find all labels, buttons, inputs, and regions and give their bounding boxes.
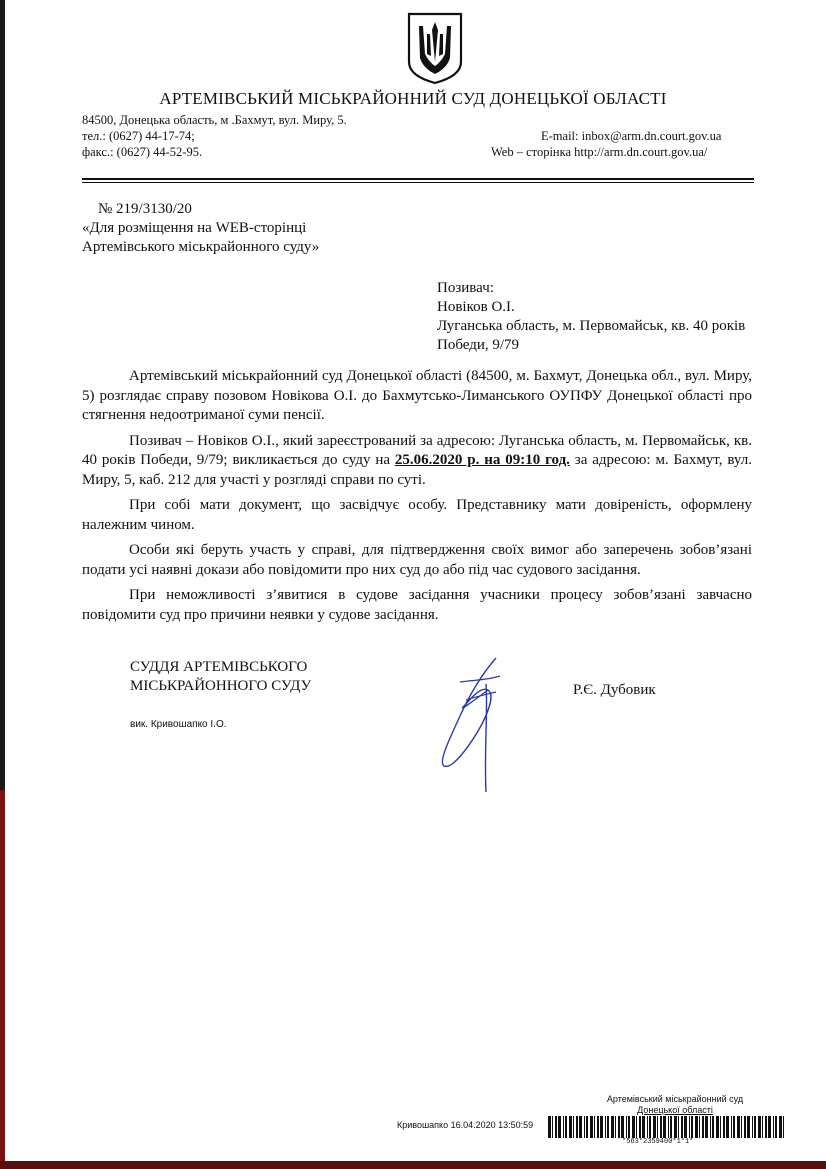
addressee-name: Новіков О.І. (437, 299, 515, 315)
barcode-bar (741, 1116, 742, 1138)
barcode-bar (605, 1116, 606, 1138)
barcode-bar (607, 1116, 609, 1138)
addressee-address-line2: Победи, 9/79 (437, 337, 520, 353)
registration-stamp (600, 1094, 750, 1116)
barcode-bar (737, 1116, 740, 1138)
barcode-bar (597, 1116, 599, 1138)
barcode-bar (632, 1116, 635, 1138)
barcode-bar (758, 1116, 761, 1138)
barcode-bar (702, 1116, 704, 1138)
court-name: АРТЕМІВСЬКИЙ МІСЬКРАЙОННИЙ СУД ДОНЕЦЬКОЇ ОБЛАСТІ (159, 89, 667, 108)
barcode-bar (576, 1116, 578, 1138)
barcode-bar (590, 1116, 593, 1138)
barcode-bar (691, 1116, 693, 1138)
barcode-bar (573, 1116, 574, 1138)
barcode-bar (674, 1116, 677, 1138)
barcode-bar (710, 1116, 711, 1138)
barcode-bar (555, 1116, 557, 1138)
stamp-court-line1: Артемівський міськрайонний суд (606, 1094, 744, 1104)
barcode-bar (720, 1116, 721, 1138)
barcode-bar (636, 1116, 637, 1138)
paragraph-documents: При собі мати документ, що засвідчує особу. Представнику мати довіреність, оформлену належним чином. (82, 497, 752, 533)
barcode-bar (695, 1116, 698, 1138)
barcode-bar (762, 1116, 763, 1138)
paragraph-summons (82, 432, 752, 491)
barcode-bar (628, 1116, 630, 1138)
summons-text-after: за адресою: м. Бахмут, вул. Миру, 5, каб. 212 для участі у розгляді справи по суті. (82, 452, 752, 488)
barcode-bar (565, 1116, 567, 1138)
web-note-line1: «Для розміщення на WEB-сторінці (82, 220, 307, 236)
court-website: Web – сторінка http://arm.dn.court.gov.ua/ (491, 145, 708, 159)
barcode-bar (678, 1116, 679, 1138)
judge-name: Р.Є. Дубовик (573, 682, 656, 698)
judge-title-line2: МІСЬКРАЙОННОГО СУДУ (130, 678, 312, 694)
barcode-bar (726, 1116, 729, 1138)
barcode-bar (642, 1116, 645, 1138)
barcode-bar (563, 1116, 564, 1138)
barcode-bar (747, 1116, 750, 1138)
barcode-bar (783, 1116, 784, 1138)
barcode-bar (611, 1116, 614, 1138)
barcode-bar (752, 1116, 753, 1138)
court-fax: факс.: (0627) 44-52-95. (82, 145, 203, 159)
addressee-role: Позивач: (437, 280, 494, 296)
scan-bottom-edge (0, 1161, 826, 1169)
barcode-bar (699, 1116, 700, 1138)
barcode-bar (712, 1116, 714, 1138)
barcode-bar (621, 1116, 624, 1138)
paragraph-evidence: Особи які беруть участь у справі, для підтвердження своїх вимог або заперечень зобов’язані подати усі наявні докази або повідомити про них суд до або під час судового засідання. (82, 542, 752, 578)
barcode-bar (754, 1116, 756, 1138)
barcode-number: *563*2359400*1*1* (622, 1138, 694, 1146)
barcode-bar (653, 1116, 656, 1138)
court-address: 84500, Донецька область, м .Бахмут, вул. Миру, 5. (82, 113, 347, 127)
barcode-bar (744, 1116, 746, 1138)
court-email: E-mail: inbox@arm.dn.court.gov.ua (541, 129, 722, 143)
barcode-bar (681, 1116, 683, 1138)
barcode-bar (639, 1116, 641, 1138)
judge-title-line1: СУДДЯ АРТЕМІВСЬКОГО (130, 659, 308, 675)
barcode-bar (716, 1116, 719, 1138)
addressee-block (437, 279, 745, 355)
barcode-bar (705, 1116, 708, 1138)
barcode-bar (584, 1116, 585, 1138)
barcode-bar (731, 1116, 732, 1138)
barcode-bar (660, 1116, 662, 1138)
judge-title (130, 658, 311, 696)
barcode-bar (773, 1116, 774, 1138)
barcode-bar (733, 1116, 735, 1138)
paragraph-case: Артемівський міськрайонний суд Донецької області (84500, м. Бахмут, Донецька обл., вул. Миру, 5) розглядає справу позовом Новікова О.І. до Бахмутсько-Лиманського ОУПФУ Донецької області про стягнення недоотриманої суми пенсії. (82, 368, 752, 423)
barcode-bar (775, 1116, 777, 1138)
addressee-address-line1: Луганська область, м. Первомайськ, кв. 40 років (437, 318, 746, 334)
barcode-bar (558, 1116, 561, 1138)
registrar-datetime: Кривошапко 16.04.2020 13:50:59 (397, 1120, 534, 1130)
barcode-bar (668, 1116, 669, 1138)
barcode-bar (586, 1116, 588, 1138)
barcode-bar (684, 1116, 687, 1138)
barcode-bar (552, 1116, 553, 1138)
barcode-bar (569, 1116, 572, 1138)
barcode-bar (548, 1116, 551, 1138)
judge-signature (430, 654, 520, 794)
barcode-bar (765, 1116, 767, 1138)
barcode-bar (649, 1116, 651, 1138)
barcode-bar (779, 1116, 782, 1138)
scan-left-edge (0, 0, 5, 1169)
paragraph-absence: При неможливості з’явитися в судове засідання учасники процесу зобов’язані завчасно повідомити суд про причини неявки у судове засідання. (82, 587, 752, 623)
barcode-bar (600, 1116, 603, 1138)
summons-text-before: Позивач – Новіков О.І., який зареєстрований за адресою: Луганська область, м. Первомайськ, кв. 40 років Победи, 9/79; викликається до суду на (82, 432, 752, 468)
barcode-bar (594, 1116, 595, 1138)
barcode-bar (657, 1116, 658, 1138)
hearing-datetime: 25.06.2020 р. на 09:10 год. (394, 452, 570, 468)
header-rule (82, 178, 754, 180)
barcode-bar (689, 1116, 690, 1138)
barcode-bar (626, 1116, 627, 1138)
barcode-bar (670, 1116, 672, 1138)
barcode-bar (723, 1116, 725, 1138)
case-number: № 219/3130/20 (98, 201, 192, 217)
executor-name: вик. Кривошапко І.О. (130, 719, 227, 730)
barcode-bar (647, 1116, 648, 1138)
barcode (548, 1116, 788, 1138)
notice-body (82, 367, 752, 631)
header-rule-thin (82, 182, 754, 183)
stamp-court-line2: Донецької області (637, 1105, 713, 1115)
barcode-bar (618, 1116, 620, 1138)
barcode-bar (615, 1116, 616, 1138)
barcode-bar (579, 1116, 582, 1138)
barcode-bar (768, 1116, 771, 1138)
web-note-line2: Артемівського міськрайонного суду» (82, 239, 320, 255)
barcode-bar (663, 1116, 666, 1138)
court-phone: тел.: (0627) 44-17-74; (82, 129, 195, 143)
coat-of-arms-icon (405, 10, 465, 86)
scan-left-edge-red (0, 790, 5, 1169)
